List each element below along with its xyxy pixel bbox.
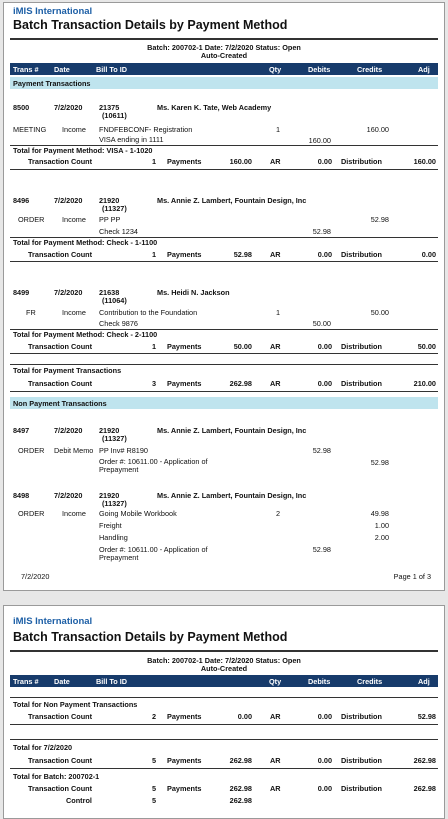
bill-to-id: 21920 [99, 491, 120, 500]
block-end-rule [10, 724, 438, 725]
line-description-cont: Prepayment [99, 553, 139, 562]
payment-method-total-label: Total for Payment Method: Check - 2-1100 [13, 330, 158, 339]
line-description: Check 9876 [99, 319, 138, 328]
col-bill-to: Bill To ID [96, 677, 128, 686]
distribution-value: 52.98 [417, 712, 436, 721]
block-end-rule [10, 768, 438, 769]
batch-info: Batch: 200702-1 Date: 7/2/2020 Status: Open [147, 656, 301, 665]
col-credits: Credits [357, 677, 383, 686]
trans-count-value: 1 [152, 250, 157, 259]
bill-to-sub-id: (11327) [102, 434, 127, 443]
payments-value: 0.00 [237, 712, 252, 721]
section-title-non-payment: Non Payment Transactions [13, 399, 107, 408]
col-debits: Debits [308, 65, 331, 74]
payments-label: Payments [167, 784, 202, 793]
trans-date: 7/2/2020 [54, 196, 83, 205]
line-description: Order #: 10611.00 - Application of [99, 457, 208, 466]
payments-label: Payments [167, 342, 202, 351]
trans-count-label: Transaction Count [28, 784, 93, 793]
trans-count-label: Transaction Count [28, 712, 93, 721]
bill-to-id: 21638 [99, 288, 120, 297]
distribution-label: Distribution [341, 756, 382, 765]
total-rule [10, 364, 438, 365]
bill-to-id: 21375 [99, 103, 120, 112]
bill-to-sub-id: (11327) [102, 499, 127, 508]
payment-method-total-label: Total for Payment Method: VISA - 1-1020 [13, 146, 153, 155]
trans-number: 8496 [13, 196, 30, 205]
section-title-payment: Payment Transactions [13, 79, 91, 88]
non-payment-total-label: Total for Non Payment Transactions [13, 700, 138, 709]
block-end-rule [10, 261, 438, 262]
date-total-label: Total for 7/2/2020 [13, 743, 73, 752]
column-header-row [10, 675, 438, 687]
col-trans: Trans # [13, 677, 39, 686]
title-rule [10, 38, 438, 40]
bill-to-name: Ms. Heidi N. Jackson [157, 288, 230, 297]
line-type: ORDER [18, 215, 45, 224]
distribution-label: Distribution [341, 784, 382, 793]
line-qty: 2 [276, 509, 281, 518]
bill-to-sub-id: (10611) [102, 111, 127, 120]
line-credit: 160.00 [366, 125, 389, 134]
ar-value: 0.00 [317, 379, 332, 388]
block-end-rule [10, 353, 438, 354]
payments-label: Payments [167, 157, 202, 166]
bill-to-name: Ms. Annie Z. Lambert, Fountain Design, Inc [157, 196, 307, 205]
col-debits: Debits [308, 677, 331, 686]
line-source: Income [62, 125, 86, 134]
trans-count-label: Transaction Count [28, 342, 93, 351]
trans-number: 8500 [13, 103, 30, 112]
col-date: Date [54, 677, 70, 686]
ar-label: AR [270, 784, 281, 793]
total-rule [10, 739, 438, 740]
org-name: iMIS International [13, 6, 93, 17]
line-credit: 52.98 [370, 458, 389, 467]
report-page-2 [3, 605, 445, 819]
distribution-label: Distribution [341, 379, 382, 388]
batch-info: Batch: 200702-1 Date: 7/2/2020 Status: Open [147, 43, 301, 52]
block-end-rule [10, 391, 438, 392]
ar-value: 0.00 [317, 712, 332, 721]
ar-value: 0.00 [317, 784, 332, 793]
trans-count-value: 1 [152, 157, 157, 166]
payments-value: 52.98 [233, 250, 252, 259]
distribution-label: Distribution [341, 342, 382, 351]
col-adj: Adj [418, 677, 430, 686]
line-source: Debit Memo [54, 446, 94, 455]
line-source: Income [62, 215, 86, 224]
batch-total-label: Total for Batch: 200702-1 [13, 772, 100, 781]
trans-number: 8499 [13, 288, 30, 297]
payment-method-total-label: Total for Payment Method: Check - 1-1100 [13, 238, 158, 247]
line-type: MEETING [13, 125, 47, 134]
line-type: ORDER [18, 446, 45, 455]
distribution-value: 50.00 [417, 342, 436, 351]
distribution-value: 210.00 [413, 379, 436, 388]
distribution-label: Distribution [341, 712, 382, 721]
ar-value: 0.00 [317, 756, 332, 765]
trans-number: 8498 [13, 491, 30, 500]
line-qty: 1 [276, 308, 281, 317]
line-credit: 2.00 [374, 533, 389, 542]
column-header-row [10, 63, 438, 75]
ar-label: AR [270, 712, 281, 721]
distribution-value: 160.00 [413, 157, 436, 166]
line-debit: 50.00 [312, 319, 331, 328]
payments-label: Payments [167, 250, 202, 259]
report-page-1 [3, 2, 445, 591]
col-bill-to: Bill To ID [96, 65, 128, 74]
payments-label: Payments [167, 712, 202, 721]
line-source: Income [62, 509, 86, 518]
trans-count-value: 5 [152, 756, 157, 765]
distribution-value: 0.00 [421, 250, 436, 259]
trans-date: 7/2/2020 [54, 426, 83, 435]
line-credit: 52.98 [370, 215, 389, 224]
col-qty: Qty [269, 677, 282, 686]
trans-date: 7/2/2020 [54, 491, 83, 500]
line-description: Going Mobile Workbook [99, 509, 177, 518]
control-payments-value: 262.98 [229, 796, 252, 805]
col-date: Date [54, 65, 70, 74]
ar-label: AR [270, 342, 281, 351]
line-debit: 160.00 [308, 136, 331, 145]
distribution-label: Distribution [341, 250, 382, 259]
line-description: PP Inv# R8190 [99, 446, 148, 455]
trans-number: 8497 [13, 426, 30, 435]
line-description: Handling [99, 533, 128, 542]
report-title: Batch Transaction Details by Payment Method [13, 630, 288, 644]
org-name: iMIS International [13, 616, 93, 627]
batch-status-sub: Auto-Created [200, 51, 248, 60]
payments-value: 262.98 [229, 784, 252, 793]
bill-to-name: Ms. Annie Z. Lambert, Fountain Design, Inc [157, 491, 307, 500]
trans-date: 7/2/2020 [54, 288, 83, 297]
line-source: Income [62, 308, 86, 317]
trans-count-value: 3 [152, 379, 157, 388]
ar-value: 0.00 [317, 342, 332, 351]
line-description: Contribution to the Foundation [99, 308, 198, 317]
footer-page-number: Page 1 of 3 [393, 572, 431, 581]
line-description: FNDFEBCONF- Registration [99, 125, 193, 134]
trans-count-value: 2 [152, 712, 157, 721]
bill-to-name: Ms. Karen K. Tate, Web Academy [157, 103, 272, 112]
trans-count-label: Transaction Count [28, 250, 93, 259]
ar-label: AR [270, 379, 281, 388]
total-rule [10, 697, 438, 698]
line-description: VISA ending in 1111 [99, 135, 164, 144]
bill-to-sub-id: (11064) [102, 296, 127, 305]
ar-label: AR [270, 157, 281, 166]
ar-label: AR [270, 250, 281, 259]
control-label: Control [66, 796, 92, 805]
ar-value: 0.00 [317, 250, 332, 259]
col-credits: Credits [357, 65, 383, 74]
trans-count-label: Transaction Count [28, 379, 93, 388]
control-count-value: 5 [152, 796, 157, 805]
distribution-value: 262.98 [413, 756, 436, 765]
line-credit: 1.00 [374, 521, 389, 530]
trans-count-label: Transaction Count [28, 756, 93, 765]
ar-label: AR [270, 756, 281, 765]
col-adj: Adj [418, 65, 430, 74]
line-type: FR [26, 308, 36, 317]
line-description: Freight [99, 521, 122, 530]
bill-to-sub-id: (11327) [102, 204, 127, 213]
title-rule [10, 650, 438, 652]
line-description: PP PP [99, 215, 121, 224]
ar-value: 0.00 [317, 157, 332, 166]
distribution-value: 262.98 [413, 784, 436, 793]
line-credit: 50.00 [370, 308, 389, 317]
payments-value: 160.00 [229, 157, 252, 166]
bill-to-id: 21920 [99, 426, 120, 435]
section-band-non-payment [10, 397, 438, 409]
payments-label: Payments [167, 756, 202, 765]
line-credit: 49.98 [370, 509, 389, 518]
payment-total-label: Total for Payment Transactions [13, 366, 122, 375]
line-type: ORDER [18, 509, 45, 518]
payments-label: Payments [167, 379, 202, 388]
trans-count-value: 5 [152, 784, 157, 793]
col-qty: Qty [269, 65, 282, 74]
bill-to-id: 21920 [99, 196, 120, 205]
trans-date: 7/2/2020 [54, 103, 83, 112]
payments-value: 50.00 [233, 342, 252, 351]
report-title: Batch Transaction Details by Payment Method [13, 18, 288, 32]
batch-status-sub: Auto-Created [200, 664, 248, 673]
line-qty: 1 [276, 125, 281, 134]
line-description-cont: Prepayment [99, 465, 139, 474]
line-description: Order #: 10611.00 - Application of [99, 545, 208, 554]
line-description: Check 1234 [99, 227, 138, 236]
trans-count-value: 1 [152, 342, 157, 351]
bill-to-name: Ms. Annie Z. Lambert, Fountain Design, Inc [157, 426, 307, 435]
payments-value: 262.98 [229, 379, 252, 388]
line-debit: 52.98 [312, 545, 331, 554]
line-debit: 52.98 [312, 227, 331, 236]
trans-count-label: Transaction Count [28, 157, 93, 166]
col-trans: Trans # [13, 65, 39, 74]
payments-value: 262.98 [229, 756, 252, 765]
line-debit: 52.98 [312, 446, 331, 455]
section-band-payment [10, 77, 438, 89]
distribution-label: Distribution [341, 157, 382, 166]
footer-date: 7/2/2020 [21, 572, 50, 581]
block-end-rule [10, 169, 438, 170]
